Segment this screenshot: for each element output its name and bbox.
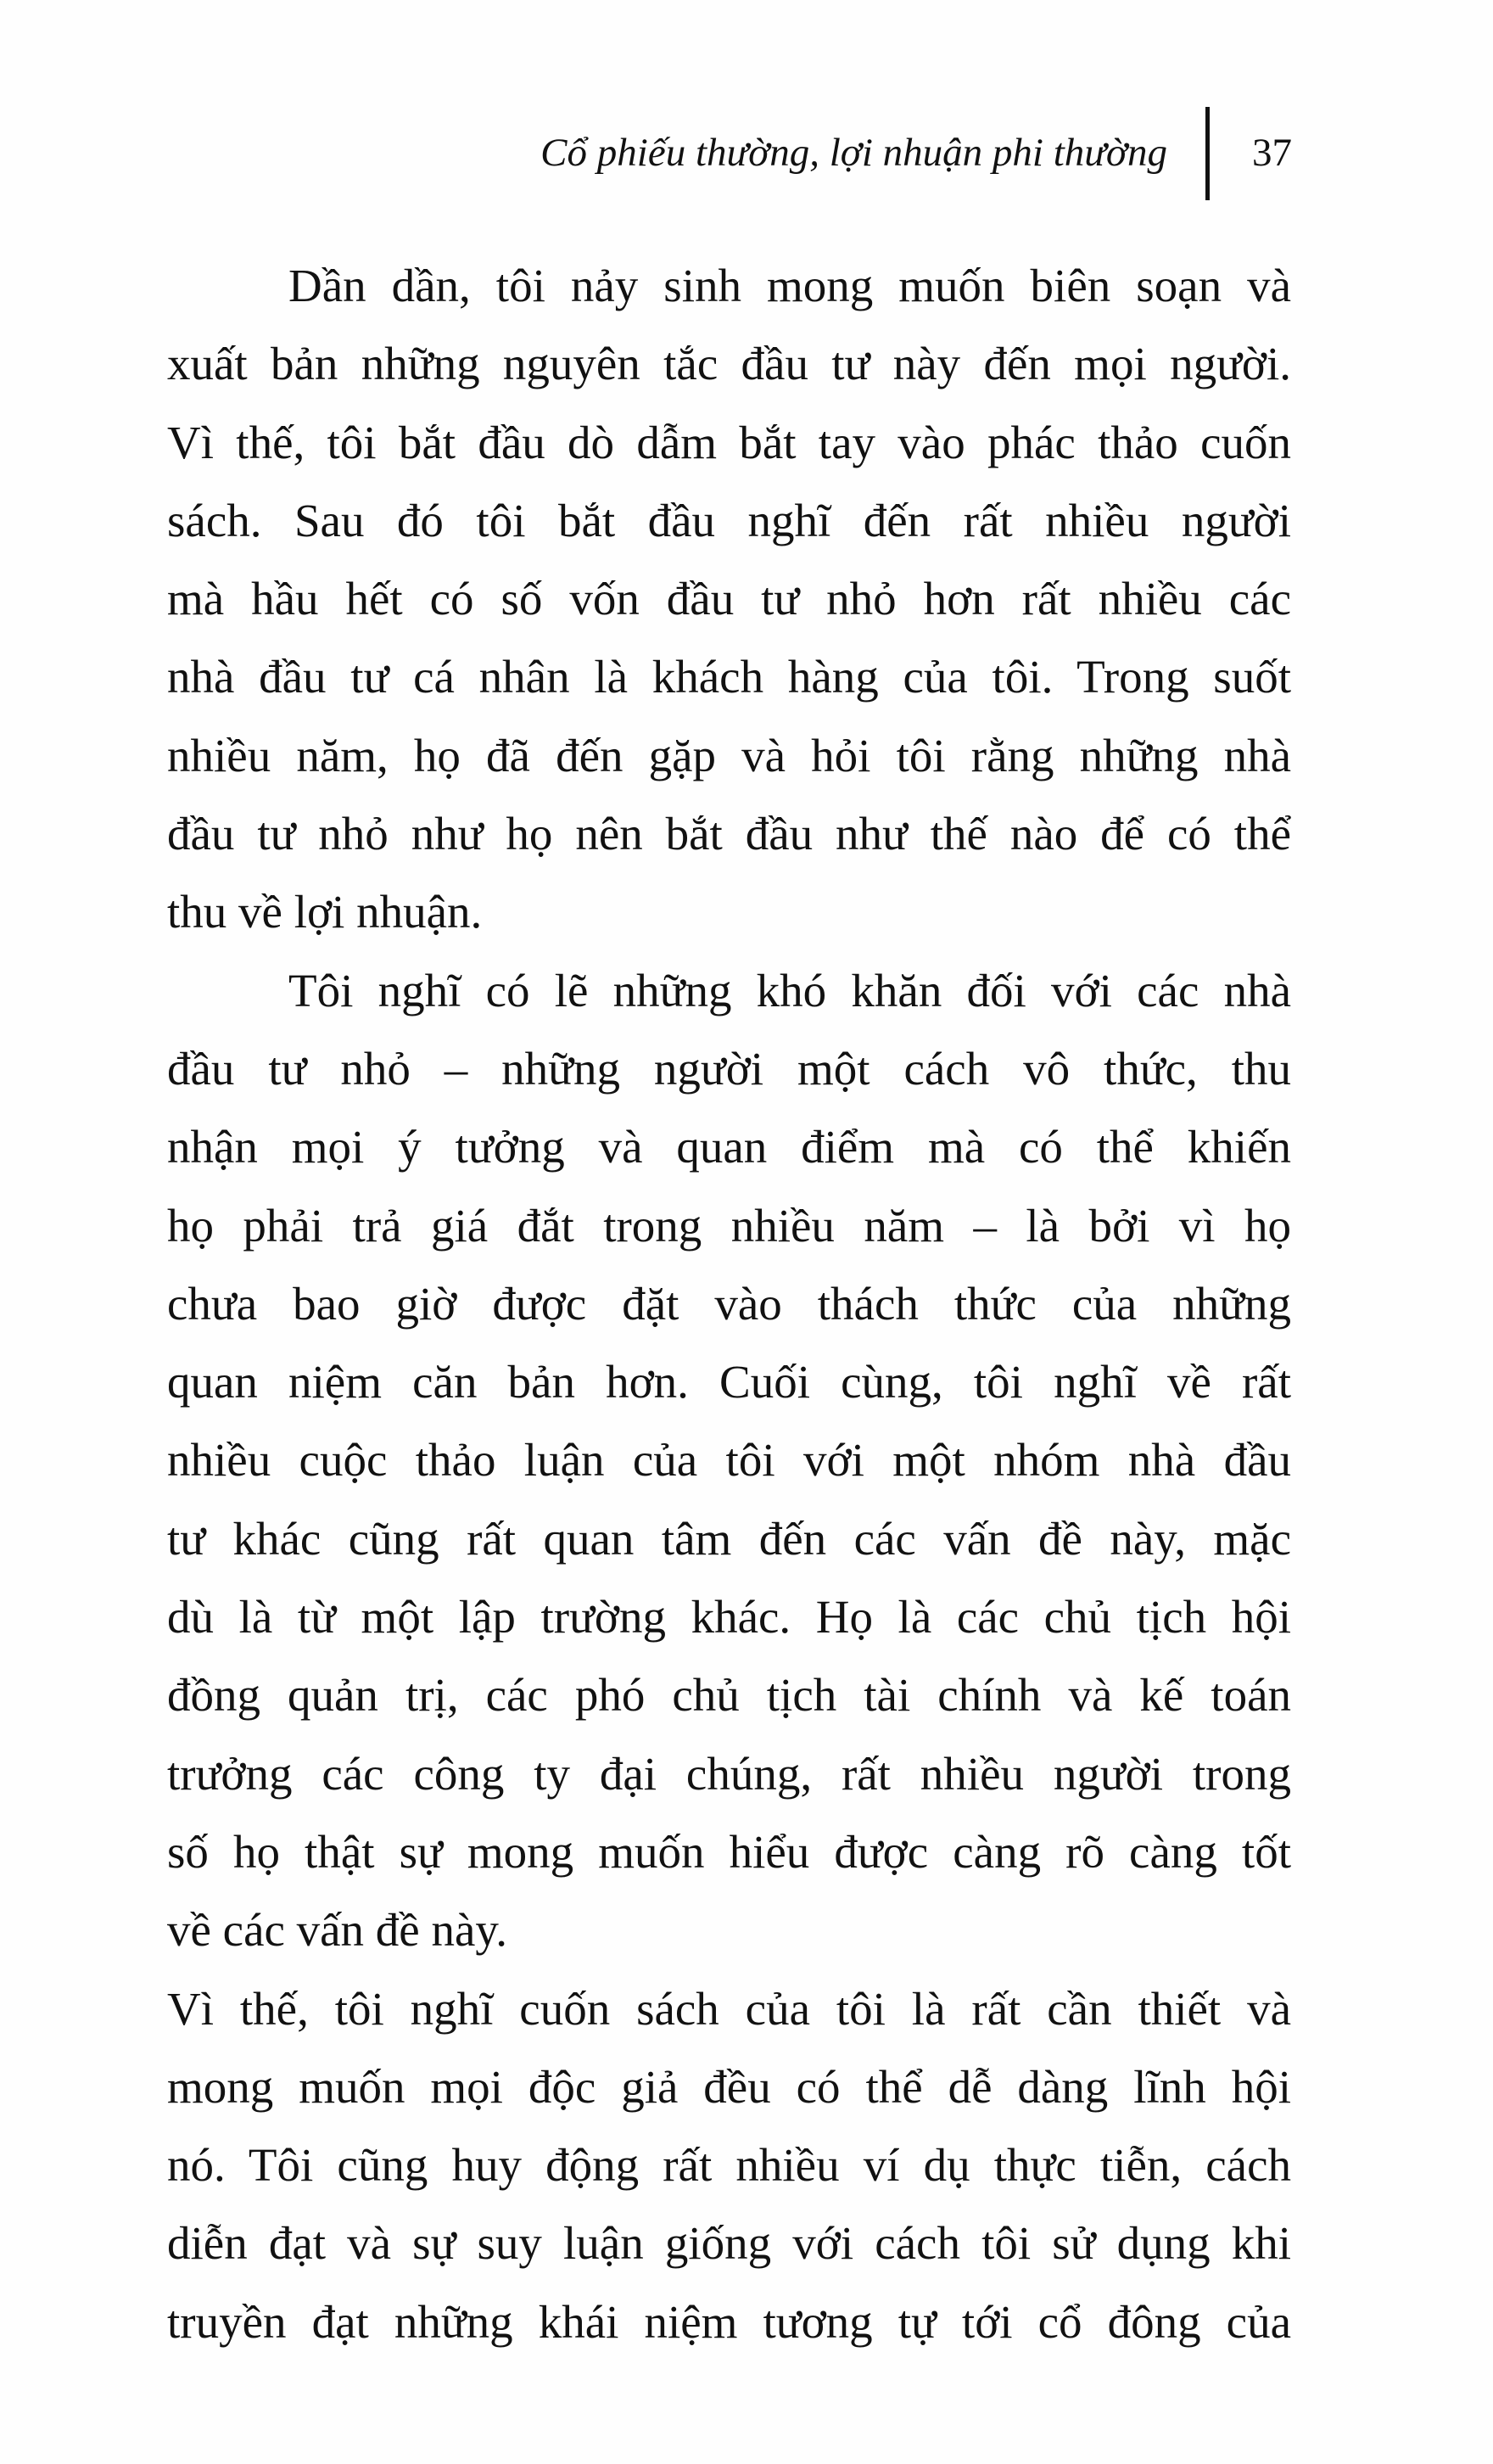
text-line: đầu tư nhỏ – những người một cách vô thức, thu — [167, 1042, 1291, 1095]
text-line: đồng quản trị, các phó chủ tịch tài chính và kế toán — [167, 1669, 1291, 1722]
text-line: nhiều cuộc thảo luận của tôi với một nhóm nhà đầu — [167, 1434, 1291, 1487]
body-text — [167, 247, 1291, 2361]
running-header — [0, 119, 1493, 195]
page-number: 37 — [1252, 131, 1292, 175]
text-line: nhiều năm, họ đã đến gặp và hỏi tôi rằng những nhà — [167, 729, 1291, 781]
text-line: Vì thế, tôi bắt đầu dò dẫm bắt tay vào phác thảo cuốn — [167, 416, 1291, 468]
paragraph — [167, 247, 1291, 952]
header-divider — [1205, 107, 1210, 200]
text-line: trưởng các công ty đại chúng, rất nhiều người trong — [167, 1747, 1291, 1800]
text-line: về các vấn đề này. — [167, 1904, 508, 1957]
text-line: nhận mọi ý tưởng và quan điểm mà có thể khiến — [167, 1121, 1291, 1173]
text-line: tư khác cũng rất quan tâm đến các vấn đề này, mặc — [167, 1512, 1291, 1565]
text-line: dù là từ một lập trường khác. Họ là các chủ tịch hội — [167, 1591, 1291, 1644]
text-line: Dần dần, tôi nảy sinh mong muốn biên soạn và — [288, 260, 1291, 311]
text-line: mong muốn mọi độc giả đều có thể dễ dàng lĩnh hội — [167, 2060, 1291, 2113]
text-line: Vì thế, tôi nghĩ cuốn sách của tôi là rất cần thiết và — [167, 1982, 1291, 2035]
text-line: Tôi nghĩ có lẽ những khó khăn đối với các nhà — [288, 964, 1291, 1016]
text-line: quan niệm căn bản hơn. Cuối cùng, tôi nghĩ về rất — [167, 1356, 1291, 1408]
paragraph — [167, 952, 1291, 1970]
text-line: họ phải trả giá đắt trong nhiều năm – là bởi vì họ — [167, 1199, 1291, 1252]
text-line: truyền đạt những khái niệm tương tự tới cổ đông của — [167, 2295, 1291, 2348]
text-line: thu về lợi nhuận. — [167, 886, 483, 938]
text-line: xuất bản những nguyên tắc đầu tư này đến mọi người. — [167, 338, 1291, 390]
paragraph — [167, 1970, 1291, 2361]
running-title: Cổ phiếu thường, lợi nhuận phi thường — [540, 131, 1167, 175]
text-line: mà hầu hết có số vốn đầu tư nhỏ hơn rất nhiều các — [167, 573, 1291, 625]
text-line: diễn đạt và sự suy luận giống với cách tôi sử dụng khi — [167, 2217, 1291, 2270]
text-line: sách. Sau đó tôi bắt đầu nghĩ đến rất nhiều người — [167, 494, 1291, 546]
text-line: nó. Tôi cũng huy động rất nhiều ví dụ thực tiễn, cách — [167, 2139, 1291, 2192]
text-line: chưa bao giờ được đặt vào thách thức của những — [167, 1277, 1291, 1330]
text-line: đầu tư nhỏ như họ nên bắt đầu như thế nào để có thể — [167, 808, 1291, 860]
text-line: nhà đầu tư cá nhân là khách hàng của tôi. Trong suốt — [167, 651, 1291, 703]
text-line: số họ thật sự mong muốn hiểu được càng rõ càng tốt — [167, 1825, 1291, 1878]
